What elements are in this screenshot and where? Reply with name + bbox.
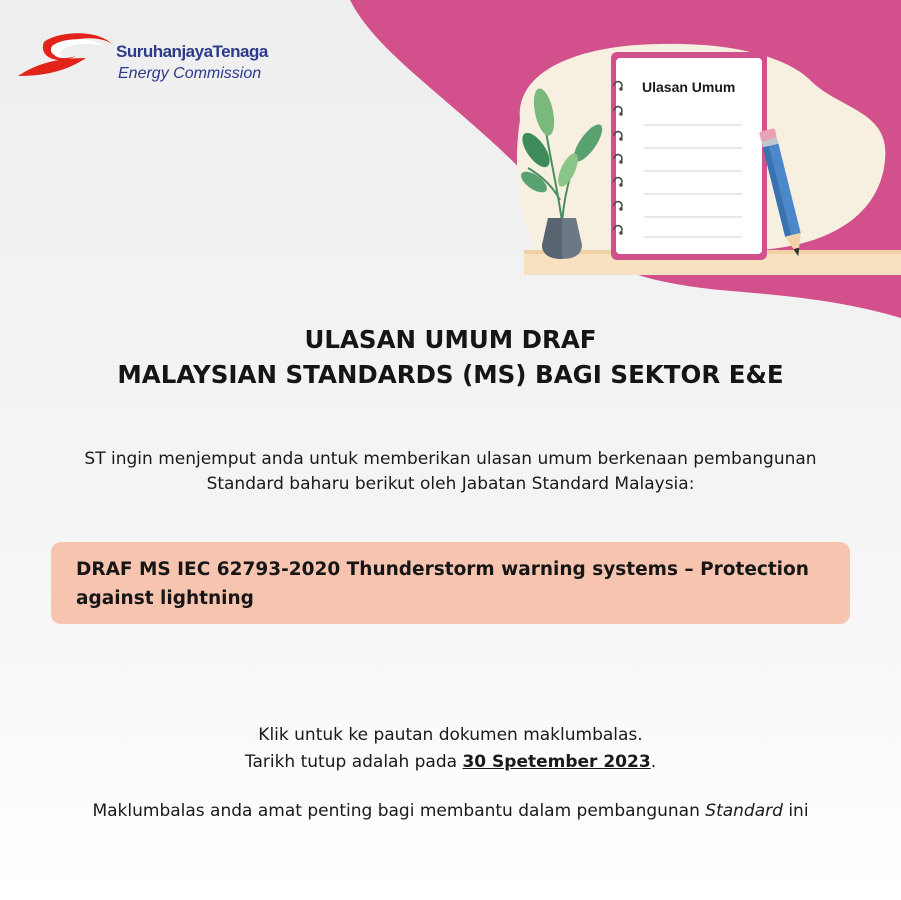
- closing-date-suffix: .: [650, 752, 657, 772]
- intro-text: [0, 447, 901, 497]
- closing-prefix: Maklumbalas anda amat penting bagi membantu dalam pembangunan: [92, 801, 706, 821]
- notebook-title: Ulasan Umum: [642, 79, 736, 95]
- feedback-info: [0, 722, 901, 776]
- closing-suffix: ini: [782, 801, 809, 821]
- closing-date[interactable]: 30 Spetember 2023: [462, 752, 651, 772]
- closing-emphasis: Standard: [705, 801, 783, 821]
- draft-standard-box[interactable]: [51, 542, 850, 624]
- closing-date-prefix: Tarikh tutup adalah pada: [244, 752, 463, 772]
- logo-text-line1: SuruhanjayaTenaga: [116, 42, 268, 61]
- logo-text-line2: Energy Commission: [118, 65, 262, 82]
- page-title: [0, 322, 901, 392]
- title-line1: ULASAN UMUM DRAF: [304, 325, 597, 354]
- energy-commission-logo[interactable]: [16, 24, 316, 88]
- intro-line2: Standard baharu berikut oleh Jabatan Standard Malaysia:: [206, 474, 695, 494]
- closing-date-line: [0, 749, 901, 776]
- feedback-link-text[interactable]: Klik untuk ke pautan dokumen maklumbalas.: [258, 725, 643, 745]
- title-line2: MALAYSIAN STANDARDS (MS) BAGI SEKTOR E&E: [117, 360, 784, 389]
- logo-swoosh-icon: [16, 24, 116, 88]
- closing-statement: [0, 798, 901, 825]
- draft-standard-title: DRAF MS IEC 62793-2020 Thunderstorm warning systems – Protection against lightning: [76, 559, 809, 609]
- intro-line1: ST ingin menjemput anda untuk memberikan ulasan umum berkenaan pembangunan: [84, 449, 817, 469]
